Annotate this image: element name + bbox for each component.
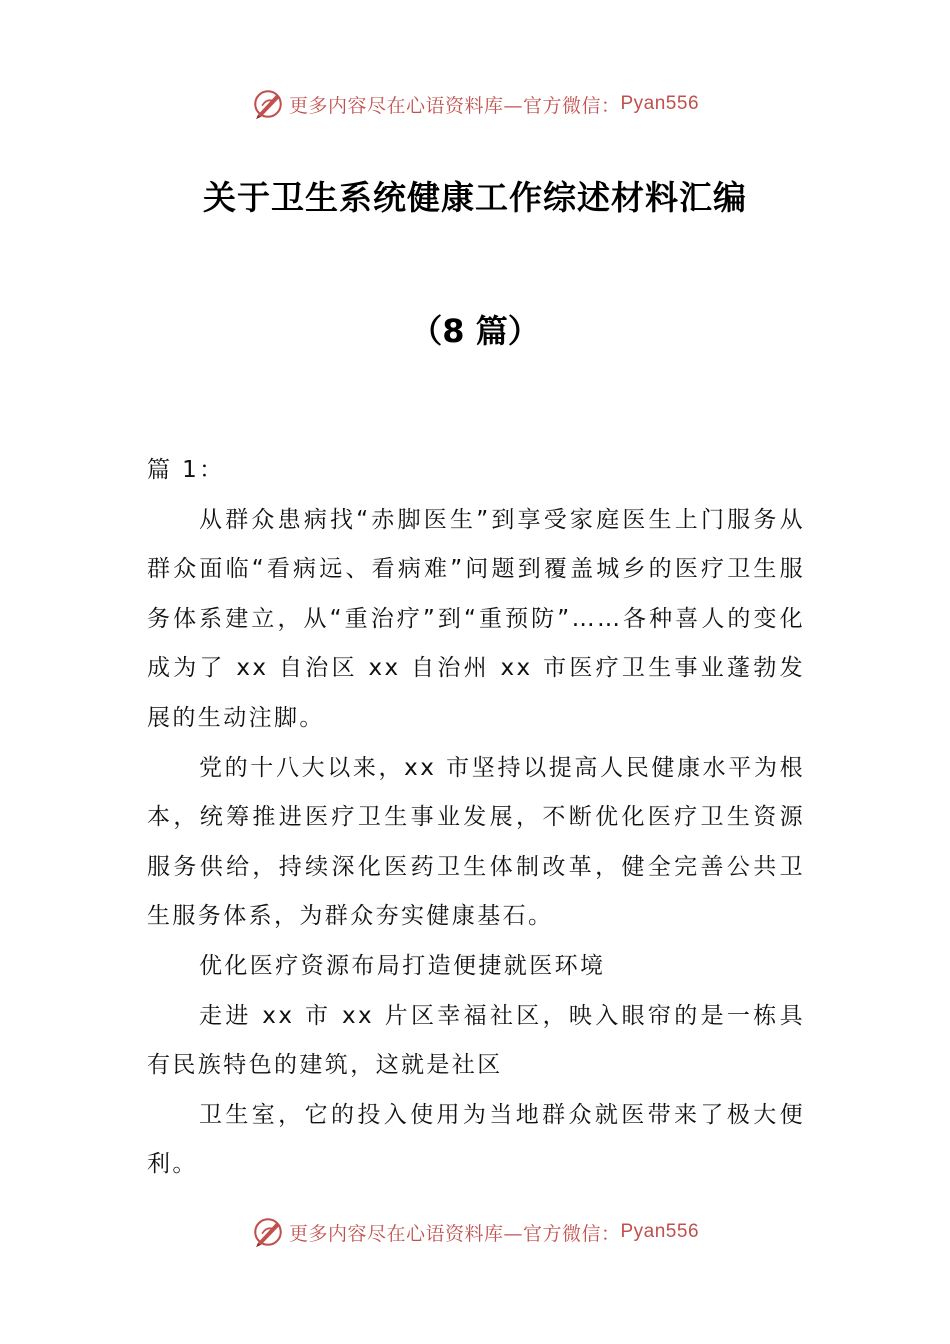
pen-logo-icon (251, 1215, 285, 1249)
section-label: 篇 1： (147, 457, 225, 483)
header-watermark (0, 84, 950, 124)
watermark-contact: Pyan556 (620, 1221, 700, 1242)
watermark-text: 更多内容尽在心语资料库—官方微信： (288, 94, 621, 117)
document-subtitle: （8 篇） (410, 312, 540, 350)
paragraph-1: 从群众患病找“赤脚医生”到享受家庭医生上门服务从群众面临“看病远、看病难”问题到覆盖城乡的医疗卫生服务体系建立，从“重治疗”到“重预防”……各种喜人的变化成为了 xx 自治区 xx 自治州 xx 市医疗卫生事业蓬勃发展的生动注脚。 (147, 506, 805, 731)
document-title: 关于卫生系统健康工作综述材料汇编 (203, 178, 747, 217)
document-body (147, 446, 805, 1190)
pen-logo-icon (251, 87, 285, 121)
footer-watermark (0, 1212, 950, 1252)
watermark-contact: Pyan556 (620, 93, 700, 114)
paragraph-3: 走进 xx 市 xx 片区幸福社区，映入眼帘的是一栋具有民族特色的建筑，这就是社区 (147, 1002, 805, 1079)
section-heading: 优化医疗资源布局打造便捷就医环境 (199, 952, 606, 979)
paragraph-4: 卫生室，它的投入使用为当地群众就医带来了极大便利。 (147, 1101, 805, 1178)
watermark-text: 更多内容尽在心语资料库—官方微信： (288, 1222, 621, 1245)
paragraph-2: 党的十八大以来，xx 市坚持以提高人民健康水平为根本，统筹推进医疗卫生事业发展，不断优化医疗卫生资源服务供给，持续深化医药卫生体制改革，健全完善公共卫生服务体系，为群众夯实健康基石。 (147, 754, 805, 930)
